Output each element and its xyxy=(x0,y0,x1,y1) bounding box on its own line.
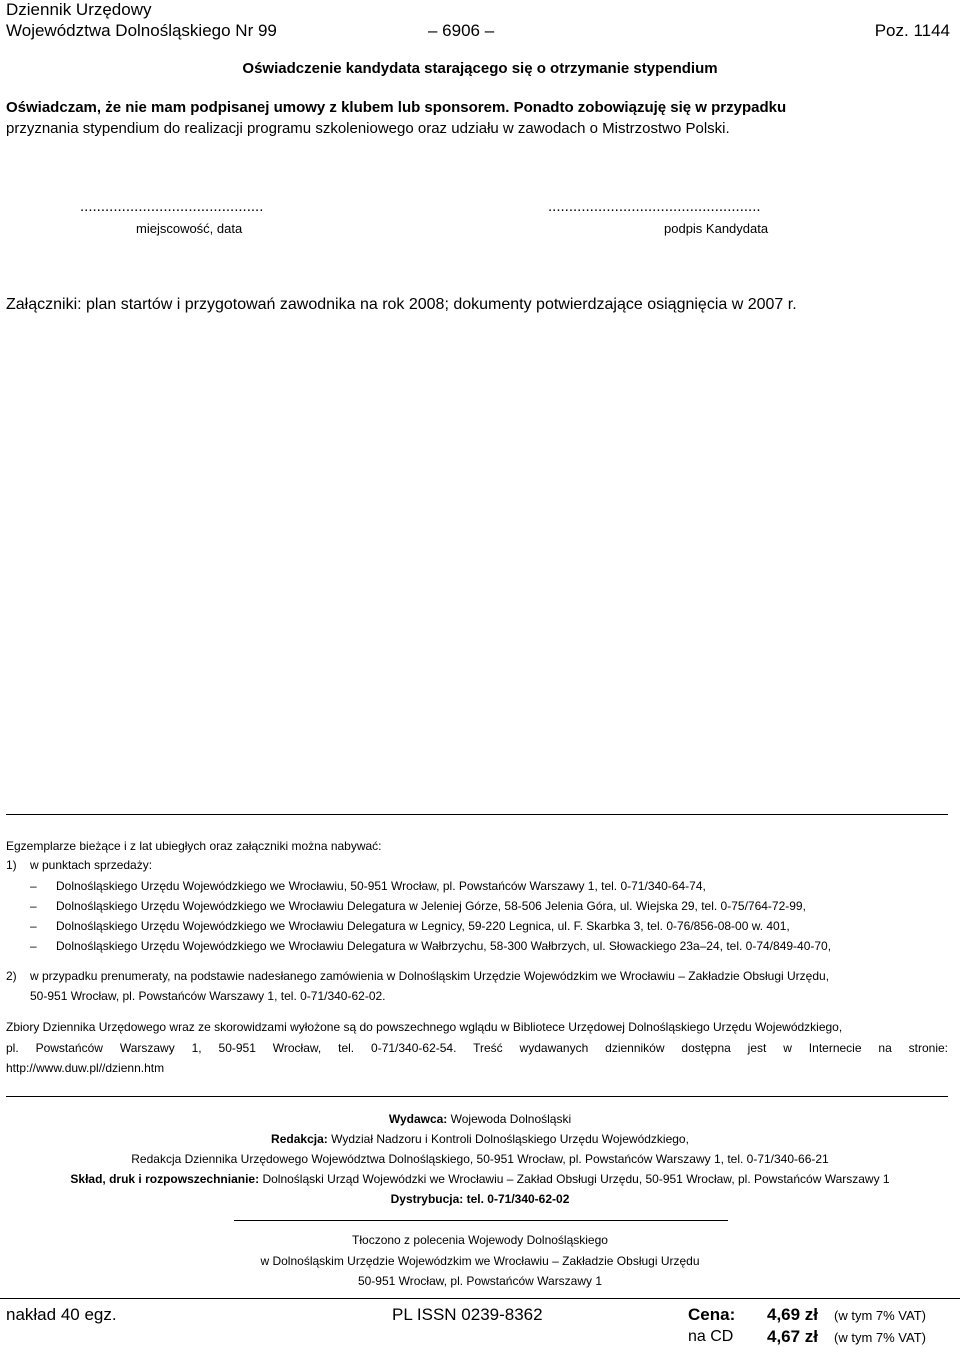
printed-line-3: 50-951 Wrocław, pl. Powstańców Warszawy 1 xyxy=(357,1274,603,1288)
point-dash: – xyxy=(30,919,37,933)
printed-divider xyxy=(234,1220,728,1221)
publisher-value: Wojewoda Dolnośląski xyxy=(450,1112,572,1126)
publisher-line xyxy=(0,1112,960,1126)
price-vat: (w tym 7% VAT) xyxy=(834,1308,926,1323)
declaration-title: Oświadczenie kandydata starającego się o otrzymanie stypendium xyxy=(242,60,718,77)
sales-point: Dolnośląskiego Urzędu Wojewódzkiego we Wrocławiu Delegatura w Legnicy, 59-220 Legnica, ul. F. Skarbka 3, tel. 0-76/856-08-00 w. 401, xyxy=(56,919,790,933)
price-value: 4,69 zł xyxy=(767,1305,819,1324)
print-label: Skład, druk i rozpowszechnianie: xyxy=(70,1172,260,1186)
editorial-line-2: Redakcja Dziennika Urzędowego Województwa Dolnośląskiego, 50-951 Wrocław, pl. Powstańców Warszawy 1, tel. 0-71/340-66-21 xyxy=(131,1152,829,1166)
imprint-divider xyxy=(6,1096,948,1097)
editorial-value: Wydział Nadzoru i Kontroli Dolnośląskiego Urzędu Wojewódzkiego, xyxy=(331,1132,689,1146)
circulation: nakład 40 egz. xyxy=(6,1305,117,1324)
place-date-dots: ............................................ xyxy=(80,198,264,215)
declaration-line-1: Oświadczam, że nie mam podpisanej umowy z klubem lub sponsorem. Ponadto zobowiązuję się w przypadku xyxy=(6,99,787,116)
distribution-line: Dystrybucja: tel. 0-71/340-62-02 xyxy=(390,1192,570,1206)
archive-url: http://www.duw.pl//dzienn.htm xyxy=(6,1061,165,1075)
footer-divider xyxy=(6,814,948,815)
place-date-label: miejscowość, data xyxy=(136,221,243,236)
cd-price-value: 4,67 zł xyxy=(767,1327,819,1346)
item-2-line-1: w przypadku prenumeraty, na podstawie nadesłanego zamówienia w Dolnośląskim Urzędzie Wojewódzkim we Wrocławiu – Zakładzie Obsługi Urzędu, xyxy=(30,969,830,983)
item-2-line-2: 50-951 Wrocław, pl. Powstańców Warszawy 1, tel. 0-71/340-62-02. xyxy=(30,989,386,1003)
cd-label: na CD xyxy=(688,1328,734,1345)
sales-point: Dolnośląskiego Urzędu Wojewódzkiego we Wrocławiu Delegatura w Jeleniej Górze, 58-506 Jelenia Góra, ul. Wiejska 29, tel. 0-75/764-72-99, xyxy=(56,899,806,913)
point-dash: – xyxy=(30,879,37,893)
page-number: – 6906 – xyxy=(428,21,495,40)
item-2-number: 2) xyxy=(6,969,17,983)
item-1-number: 1) xyxy=(6,858,17,872)
journal-title: Dziennik Urzędowy xyxy=(6,0,152,19)
position-number: Poz. 1144 xyxy=(874,21,950,40)
point-dash: – xyxy=(30,939,37,953)
declaration-line-2: przyznania stypendium do realizacji programu szkoleniowego oraz udziału w zawodach o Mistrzostwo Polski. xyxy=(6,120,730,137)
print-line xyxy=(0,1172,960,1186)
attachments-text: Załączniki: plan startów i przygotowań zawodnika na rok 2008; dokumenty potwierdzające osiągnięcia w 2007 r. xyxy=(6,296,797,313)
journal-subtitle: Województwa Dolnośląskiego Nr 99 xyxy=(6,21,277,40)
editorial-line xyxy=(0,1132,960,1146)
signature-label: podpis Kandydata xyxy=(664,221,769,236)
sales-point: Dolnośląskiego Urzędu Wojewódzkiego we Wrocławiu Delegatura w Wałbrzychu, 58-300 Wałbrzych, ul. Słowackiego 23a–24, tel. 0-74/849-40-70, xyxy=(56,939,832,953)
price-label: Cena: xyxy=(688,1305,736,1324)
issn: PL ISSN 0239-8362 xyxy=(392,1305,543,1324)
cd-price-vat: (w tym 7% VAT) xyxy=(834,1330,926,1345)
item-1-text: w punktach sprzedaży: xyxy=(30,858,153,872)
editorial-label: Redakcja: xyxy=(271,1132,328,1146)
signature-dots: ................................................... xyxy=(548,198,761,215)
purchase-intro: Egzemplarze bieżące i z lat ubiegłych oraz załączniki można nabywać: xyxy=(6,839,382,853)
print-value: Dolnośląski Urząd Wojewódzki we Wrocławiu – Zakład Obsługi Urzędu, 50-951 Wrocław, pl. Powstańców Warszawy 1 xyxy=(262,1172,890,1186)
printed-line-2: w Dolnośląskim Urzędzie Wojewódzkim we Wrocławiu – Zakładzie Obsługi Urzędu xyxy=(260,1254,700,1268)
bottom-divider xyxy=(0,1298,960,1299)
sales-point: Dolnośląskiego Urzędu Wojewódzkiego we Wrocławiu, 50-951 Wrocław, pl. Powstańców Warszawy 1, tel. 0-71/340-64-74, xyxy=(56,879,706,893)
point-dash: – xyxy=(30,899,37,913)
printed-line-1: Tłoczono z polecenia Wojewody Dolnośląskiego xyxy=(352,1233,608,1247)
publisher-label: Wydawca: xyxy=(388,1112,448,1126)
archive-line-1: Zbiory Dziennika Urzędowego wraz ze skorowidzami wyłożone są do powszechnego wglądu w Bibliotece Urzędowej Dolnośląskiego Urzędu Wojewódzkiego, xyxy=(6,1020,843,1034)
archive-line-2: pl. Powstańców Warszawy 1, 50-951 Wrocław, tel. 0-71/340-62-54. Treść wydawanych dzienników dostępna jest w Internecie na stronie: xyxy=(6,1041,948,1055)
